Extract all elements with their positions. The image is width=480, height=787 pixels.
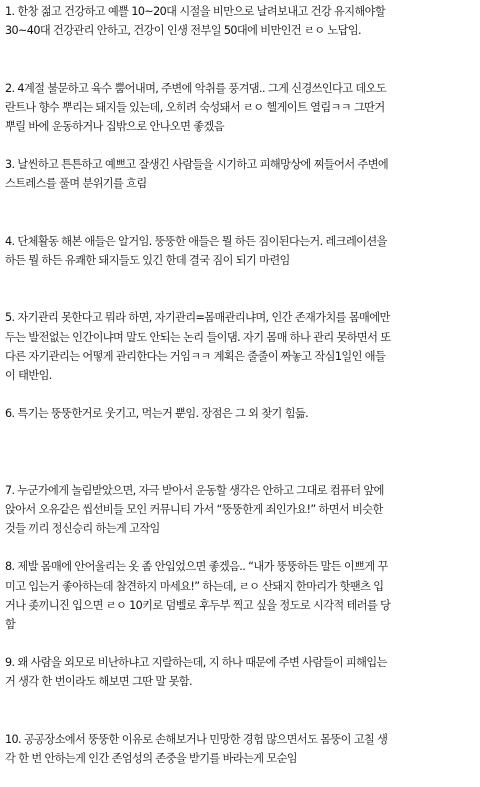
paragraph-gap <box>5 385 475 404</box>
text-line: 9. 왜 사람을 외모로 비난하냐고 지랄하는데, 지 하나 때문에 주변 사람들이 피해입는 <box>5 656 387 670</box>
text-line: 7. 누군가에게 놀림받았으면, 자극 받아서 운동할 생각은 안하고 그대로 컴퓨터 앞에 <box>5 483 384 497</box>
text-line: 스트레스를 풀며 분위기를 흐림 <box>5 177 147 191</box>
list-item-2 <box>5 79 475 137</box>
text-line: 다른 자기관리는 어떻게 관리한다는 거임ㅋㅋ 계획은 줄줄이 짜놓고 작심1일인 애들 <box>5 349 386 363</box>
text-line: 란트나 향수 뿌리는 돼지들 있는데, 오히려 숙성돼서 ㄹㅇ 헬게이트 열림ㅋㅋ 그딴거 <box>5 100 385 114</box>
text-line: 앉아서 오유같은 씹선비들 모인 커뮤니티 가서 “뚱뚱한게 죄인가요!” 하면서 비슷한 <box>5 503 383 516</box>
text-line: 10. 공공장소에서 뚱뚱한 이유로 손해보거나 민망한 경험 많으면서도 몸뚱이 고칠 생 <box>5 732 388 746</box>
text-line: 각 한 번 안하는게 인간 존엄성의 존중을 받기를 바라는게 모순임 <box>5 752 297 766</box>
list-item-3 <box>5 155 475 213</box>
text-line: 6. 특기는 뚱뚱한거로 웃기고, 먹는거 뿐임. 장점은 그 외 찾기 힘듦. <box>5 407 309 421</box>
text-line: 2. 4계절 불문하고 육수 뿜어내며, 주변에 악취를 풍겨댐.. 그게 신경쓰인다고 데오도 <box>5 81 387 95</box>
paragraph-gap <box>5 462 475 481</box>
text-line: 함 <box>5 618 16 632</box>
text-line: 미고 입는거 좋아하는데 참견하지 마세요!” 하는데, ㄹㅇ 산돼지 한마리가 핫팬츠 입 <box>5 579 384 593</box>
paragraph-gap <box>5 289 475 308</box>
text-line: 3. 날씬하고 튼튼하고 예쁘고 잘생긴 사람들을 시기하고 피해망상에 찌들어서 주변에 <box>5 158 389 172</box>
list-item-7 <box>5 481 475 539</box>
paragraph-gap <box>5 136 475 155</box>
paragraph-gap <box>5 711 475 730</box>
paragraph-gap <box>5 538 475 557</box>
list-item-5 <box>5 308 475 385</box>
text-line: 거 생각 한 번이라도 해보면 그딴 말 못함. <box>5 675 192 689</box>
paragraph-gap <box>5 634 475 653</box>
text-line: 두는 발전없는 인간이냐며 말도 안되는 논리 들이댐. 자기 몸매 하나 관리 못하면서 또 <box>5 330 391 344</box>
text-line: 8. 제발 몸매에 안어울리는 옷 좀 안입었으면 좋겠음.. “내가 뚱뚱하든 말든 이쁘게 꾸 <box>5 560 388 574</box>
list-item-8 <box>5 557 475 634</box>
text-line: 하든 뭘 하든 유쾌한 돼지들도 있긴 한데 결국 짐이 되기 마련임 <box>5 254 290 267</box>
text-line: 1. 한창 젊고 건강하고 예쁠 10~20대 시절을 비만으로 날려보내고 건강 유지해야할 <box>5 5 386 18</box>
text-line: 5. 자기관리 못한다고 뭐라 하면, 자기관리=몸매관리냐며, 인간 존재가치를 몸매에만 <box>5 311 390 325</box>
text-line: 이 태반임. <box>5 369 52 382</box>
paragraph-gap <box>5 213 475 232</box>
list-item-10 <box>5 730 475 787</box>
list-item-6 <box>5 404 475 462</box>
list-item-1 <box>5 2 475 60</box>
list-item-9 <box>5 653 475 711</box>
paragraph-gap <box>5 60 475 79</box>
text-line: 30~40대 건강관리 안하고, 건강이 인생 전부일 50대에 비만인건 ㄹㅇ 노답임. <box>5 24 361 38</box>
text-line: 뿌릴 바에 운동하거나 집밖으로 안나오면 좋겠음 <box>5 120 224 133</box>
text-line: 4. 단체활동 해본 애들은 알거임. 뚱뚱한 애들은 뭘 하든 짐이된다는거. 레크레이션을 <box>5 234 387 248</box>
text-line: 거나 좆끼니진 입으면 ㄹㅇ 10키로 덤벨로 후두부 찍고 싶을 정도로 시각적 테러를 당 <box>5 598 391 612</box>
text-line: 것들 끼리 정신승리 하는게 고작임 <box>5 522 160 536</box>
list-item-4 <box>5 232 475 290</box>
